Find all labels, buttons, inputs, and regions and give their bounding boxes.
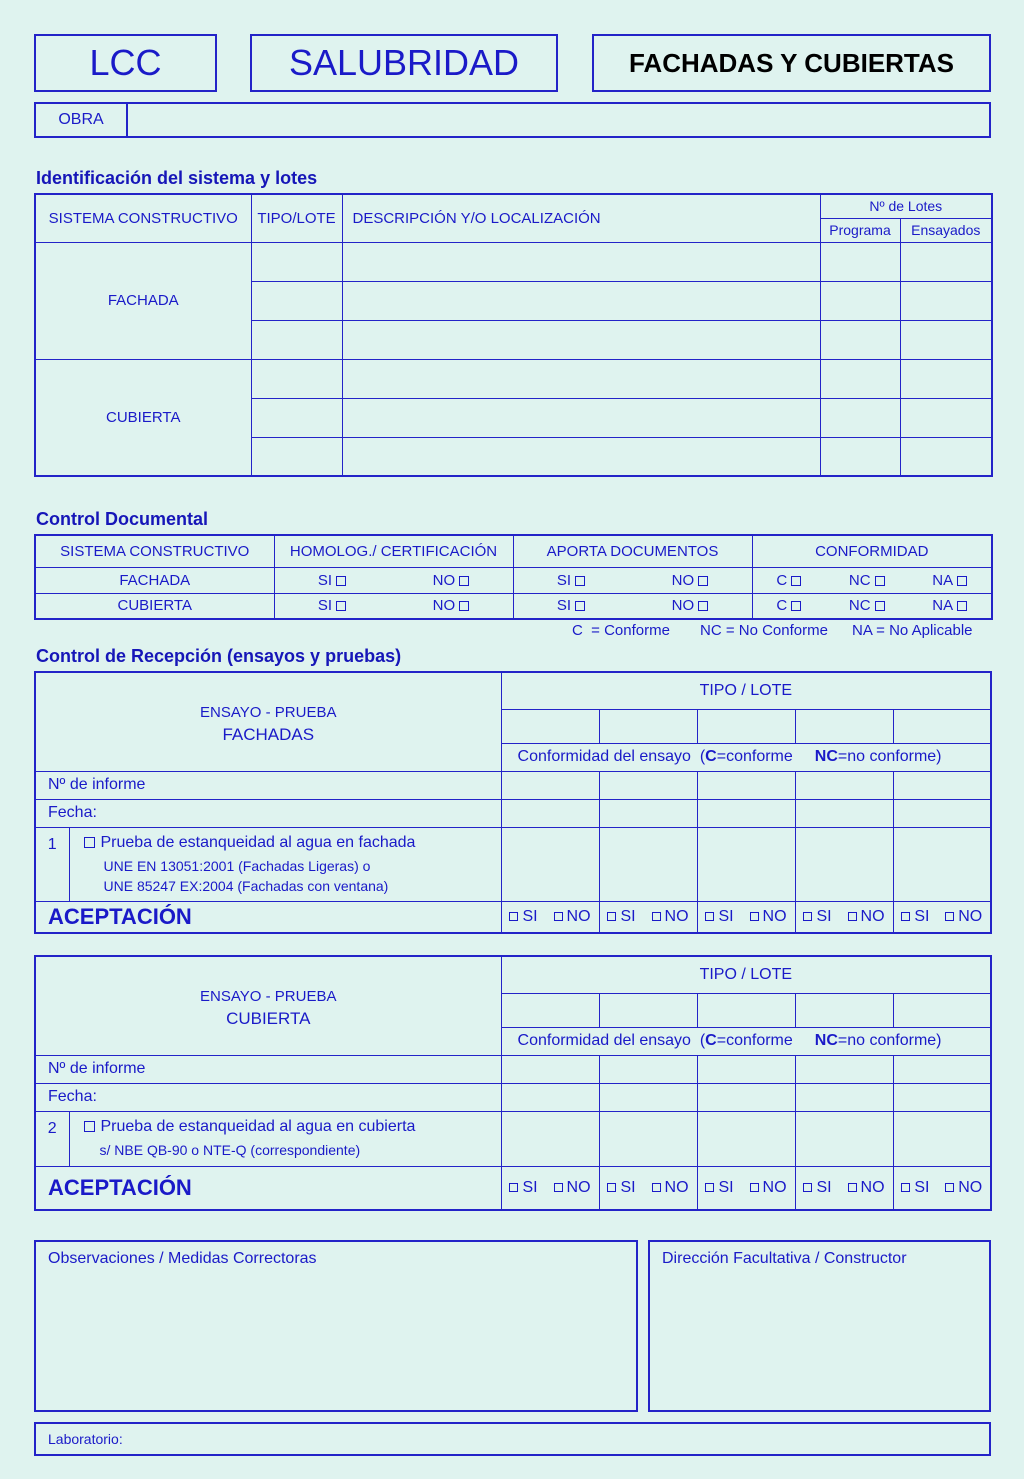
cell[interactable] bbox=[820, 281, 900, 320]
si-checkbox[interactable]: SI bbox=[318, 597, 346, 614]
observaciones-box[interactable] bbox=[34, 1240, 638, 1412]
fecha-label: Fecha: bbox=[35, 799, 501, 827]
no-checkbox[interactable]: NO bbox=[848, 1179, 885, 1197]
identificacion-title: Identificación del sistema y lotes bbox=[36, 168, 318, 188]
cell[interactable] bbox=[342, 281, 820, 320]
si-checkbox[interactable]: SI bbox=[803, 1179, 831, 1197]
cell[interactable] bbox=[820, 320, 900, 359]
informe-cell[interactable] bbox=[697, 1055, 795, 1083]
no-checkbox[interactable]: NO bbox=[433, 597, 470, 614]
informe-cell[interactable] bbox=[599, 771, 697, 799]
no-checkbox[interactable]: NO bbox=[554, 1179, 591, 1197]
ensayo-header bbox=[35, 956, 501, 1055]
cell[interactable] bbox=[251, 437, 342, 476]
n-informe-label: Nº de informe bbox=[35, 771, 501, 799]
si-checkbox[interactable]: SI bbox=[901, 1179, 929, 1197]
aceptacion-cell bbox=[599, 1166, 697, 1210]
cell[interactable] bbox=[820, 437, 900, 476]
laboratorio-box[interactable] bbox=[34, 1422, 991, 1456]
col-ensayados: Ensayados bbox=[900, 218, 992, 242]
cell[interactable] bbox=[251, 320, 342, 359]
test-description bbox=[69, 1111, 501, 1166]
section-title: FACHADAS Y CUBIERTAS bbox=[628, 47, 955, 78]
col-lotes: Nº de Lotes bbox=[820, 194, 992, 218]
aceptacion-cell bbox=[697, 1166, 795, 1210]
aceptacion-cell bbox=[697, 901, 795, 933]
salubridad-title-box bbox=[250, 34, 558, 92]
cd-col-homolog: HOMOLOG./ CERTIFICACIÓN bbox=[274, 535, 513, 567]
no-checkbox[interactable]: NO bbox=[848, 908, 885, 926]
no-checkbox[interactable]: NO bbox=[672, 597, 709, 614]
legend-c: C = Conforme bbox=[572, 622, 670, 639]
cell[interactable] bbox=[251, 281, 342, 320]
cell[interactable] bbox=[251, 359, 342, 398]
ensayo-name: CUBIERTA bbox=[226, 1009, 311, 1029]
recepcion-fachadas-table bbox=[34, 671, 992, 934]
cd-row-fachada: FACHADA bbox=[35, 567, 274, 593]
no-checkbox[interactable]: NO bbox=[672, 572, 709, 589]
result-cell[interactable] bbox=[795, 827, 893, 901]
aceptacion-cell bbox=[501, 901, 599, 933]
test-description bbox=[69, 827, 501, 901]
fecha-cell[interactable] bbox=[795, 799, 893, 827]
cell[interactable] bbox=[900, 398, 992, 437]
tipo-lote-header: TIPO / LOTE bbox=[501, 956, 991, 993]
fecha-cell[interactable] bbox=[697, 799, 795, 827]
ensayo-prueba-label: ENSAYO - PRUEBA bbox=[200, 988, 337, 1006]
obra-row bbox=[34, 102, 991, 138]
lote-cell[interactable] bbox=[893, 993, 991, 1027]
cell[interactable] bbox=[820, 242, 900, 281]
fecha-cell[interactable] bbox=[893, 799, 991, 827]
fecha-cell[interactable] bbox=[599, 799, 697, 827]
nc-checkbox[interactable]: NC bbox=[849, 597, 885, 614]
conformidad-ensayo: Conformidad del ensayo (C=conforme NC=no conforme) bbox=[501, 1027, 991, 1055]
cd-col-aporta: APORTA DOCUMENTOS bbox=[513, 535, 752, 567]
cd-col-sistema: SISTEMA CONSTRUCTIVO bbox=[35, 535, 274, 567]
no-checkbox[interactable]: NO bbox=[750, 1179, 787, 1197]
no-checkbox[interactable]: NO bbox=[652, 1179, 689, 1197]
no-checkbox[interactable]: NO bbox=[433, 572, 470, 589]
homolog-cubierta bbox=[274, 593, 513, 619]
no-checkbox[interactable]: NO bbox=[945, 908, 982, 926]
cell[interactable] bbox=[820, 398, 900, 437]
aceptacion-cell bbox=[893, 1166, 991, 1210]
section-title-box bbox=[592, 34, 991, 92]
fecha-cell[interactable] bbox=[697, 1083, 795, 1111]
tipo-lote-header: TIPO / LOTE bbox=[501, 672, 991, 709]
lote-cell[interactable] bbox=[795, 709, 893, 743]
row-fachada: FACHADA bbox=[35, 242, 251, 359]
lote-cell[interactable] bbox=[795, 993, 893, 1027]
cell[interactable] bbox=[251, 242, 342, 281]
direccion-label: Dirección Facultativa / Constructor bbox=[662, 1250, 907, 1267]
si-checkbox[interactable]: SI bbox=[705, 908, 733, 926]
cell[interactable] bbox=[251, 398, 342, 437]
recepcion-cubierta-table bbox=[34, 955, 992, 1211]
control-recepcion-title: Control de Recepción (ensayos y pruebas) bbox=[36, 646, 402, 666]
informe-cell[interactable] bbox=[795, 1055, 893, 1083]
fecha-cell[interactable] bbox=[795, 1083, 893, 1111]
aceptacion-cell bbox=[893, 901, 991, 933]
row-cubierta: CUBIERTA bbox=[35, 359, 251, 476]
result-cell[interactable] bbox=[599, 827, 697, 901]
lote-cell[interactable] bbox=[697, 709, 795, 743]
si-checkbox[interactable]: SI bbox=[607, 908, 635, 926]
no-checkbox[interactable]: NO bbox=[750, 908, 787, 926]
result-cell[interactable] bbox=[501, 1111, 599, 1166]
fecha-cell[interactable] bbox=[501, 799, 599, 827]
cell[interactable] bbox=[820, 359, 900, 398]
test-number: 2 bbox=[35, 1111, 69, 1166]
result-cell[interactable] bbox=[893, 1111, 991, 1166]
cell[interactable] bbox=[342, 398, 820, 437]
obra-field[interactable] bbox=[128, 104, 989, 136]
direccion-box[interactable] bbox=[648, 1240, 991, 1412]
lote-cell[interactable] bbox=[501, 993, 599, 1027]
aceptacion-cell bbox=[599, 901, 697, 933]
control-documental-title: Control Documental bbox=[36, 509, 209, 529]
cd-row-cubierta: CUBIERTA bbox=[35, 593, 274, 619]
nc-checkbox[interactable]: NC bbox=[849, 572, 885, 589]
legend-na: NA = No Aplicable bbox=[852, 622, 973, 639]
norm-line-1: s/ NBE QB-90 o NTE-Q (correspondiente) bbox=[99, 1141, 361, 1158]
cell[interactable] bbox=[900, 437, 992, 476]
informe-cell[interactable] bbox=[893, 1055, 991, 1083]
fecha-cell[interactable] bbox=[599, 1083, 697, 1111]
result-cell[interactable] bbox=[697, 1111, 795, 1166]
ensayo-name: FACHADAS bbox=[222, 725, 315, 745]
na-checkbox[interactable]: NA bbox=[932, 597, 967, 614]
informe-cell[interactable] bbox=[501, 1055, 599, 1083]
cell[interactable] bbox=[900, 359, 992, 398]
lcc-title-box bbox=[34, 34, 217, 92]
conformidad-fachada bbox=[752, 567, 992, 593]
cell[interactable] bbox=[900, 320, 992, 359]
informe-cell[interactable] bbox=[501, 771, 599, 799]
informe-cell[interactable] bbox=[697, 771, 795, 799]
col-sistema: SISTEMA CONSTRUCTIVO bbox=[35, 194, 251, 242]
si-checkbox[interactable]: SI bbox=[318, 572, 346, 589]
result-cell[interactable] bbox=[599, 1111, 697, 1166]
aporta-fachada bbox=[513, 567, 752, 593]
conformidad-ensayo: Conformidad del ensayo (C=conforme NC=no conforme) bbox=[501, 743, 991, 771]
cell[interactable] bbox=[342, 359, 820, 398]
cell[interactable] bbox=[900, 281, 992, 320]
no-checkbox[interactable]: NO bbox=[652, 908, 689, 926]
si-checkbox[interactable]: SI bbox=[607, 1179, 635, 1197]
conformidad-cubierta bbox=[752, 593, 992, 619]
lcc-title: LCC bbox=[89, 42, 162, 83]
aceptacion-cell bbox=[795, 901, 893, 933]
cd-col-conformidad: CONFORMIDAD bbox=[752, 535, 992, 567]
aceptacion-cell bbox=[795, 1166, 893, 1210]
homolog-fachada bbox=[274, 567, 513, 593]
informe-cell[interactable] bbox=[795, 771, 893, 799]
lote-cell[interactable] bbox=[599, 709, 697, 743]
test-number: 1 bbox=[35, 827, 69, 901]
salubridad-title: SALUBRIDAD bbox=[288, 42, 520, 83]
result-cell[interactable] bbox=[697, 827, 795, 901]
si-checkbox[interactable]: SI bbox=[557, 597, 585, 614]
control-documental-table bbox=[34, 534, 993, 620]
test-checkbox[interactable] bbox=[84, 837, 95, 848]
ensayo-prueba-label: ENSAYO - PRUEBA bbox=[200, 704, 337, 722]
si-checkbox[interactable]: SI bbox=[705, 1179, 733, 1197]
fecha-cell[interactable] bbox=[501, 1083, 599, 1111]
result-cell[interactable] bbox=[893, 827, 991, 901]
aceptacion-label: ACEPTACIÓN bbox=[35, 1166, 501, 1210]
test-name: Prueba de estanqueidad al agua en cubierta bbox=[100, 1117, 416, 1135]
cell[interactable] bbox=[342, 320, 820, 359]
obra-label: OBRA bbox=[36, 104, 128, 136]
observaciones-label: Observaciones / Medidas Correctoras bbox=[48, 1250, 317, 1267]
c-checkbox[interactable]: C bbox=[776, 572, 801, 589]
cell[interactable] bbox=[900, 242, 992, 281]
laboratorio-label: Laboratorio: bbox=[48, 1431, 123, 1447]
si-checkbox[interactable]: SI bbox=[509, 908, 537, 926]
legend-nc: NC = No Conforme bbox=[700, 622, 828, 639]
si-checkbox[interactable]: SI bbox=[509, 1179, 537, 1197]
cell[interactable] bbox=[342, 437, 820, 476]
informe-cell[interactable] bbox=[599, 1055, 697, 1083]
c-checkbox[interactable]: C bbox=[776, 597, 801, 614]
no-checkbox[interactable]: NO bbox=[945, 1179, 982, 1197]
col-programa: Programa bbox=[820, 218, 900, 242]
ensayo-header bbox=[35, 672, 501, 771]
aceptacion-label: ACEPTACIÓN bbox=[35, 901, 501, 933]
test-name: Prueba de estanqueidad al agua en fachada bbox=[100, 833, 416, 851]
na-checkbox[interactable]: NA bbox=[932, 572, 967, 589]
norm-line-2: UNE 85247 EX:2004 (Fachadas con ventana) bbox=[103, 877, 389, 894]
result-cell[interactable] bbox=[795, 1111, 893, 1166]
lote-cell[interactable] bbox=[599, 993, 697, 1027]
aceptacion-cell bbox=[501, 1166, 599, 1210]
result-cell[interactable] bbox=[501, 827, 599, 901]
lote-cell[interactable] bbox=[893, 709, 991, 743]
si-checkbox[interactable]: SI bbox=[557, 572, 585, 589]
cell[interactable] bbox=[342, 242, 820, 281]
test-checkbox[interactable] bbox=[84, 1121, 95, 1132]
identificacion-table bbox=[34, 193, 993, 477]
lote-cell[interactable] bbox=[697, 993, 795, 1027]
col-tipo: TIPO/LOTE bbox=[251, 194, 342, 242]
fecha-label: Fecha: bbox=[35, 1083, 501, 1111]
col-desc: DESCRIPCIÓN Y/O LOCALIZACIÓN bbox=[342, 194, 820, 242]
si-checkbox[interactable]: SI bbox=[803, 908, 831, 926]
no-checkbox[interactable]: NO bbox=[554, 908, 591, 926]
n-informe-label: Nº de informe bbox=[35, 1055, 501, 1083]
aporta-cubierta bbox=[513, 593, 752, 619]
norm-line-1: UNE EN 13051:2001 (Fachadas Ligeras) o bbox=[103, 857, 371, 874]
lote-cell[interactable] bbox=[501, 709, 599, 743]
informe-cell[interactable] bbox=[893, 771, 991, 799]
fecha-cell[interactable] bbox=[893, 1083, 991, 1111]
si-checkbox[interactable]: SI bbox=[901, 908, 929, 926]
